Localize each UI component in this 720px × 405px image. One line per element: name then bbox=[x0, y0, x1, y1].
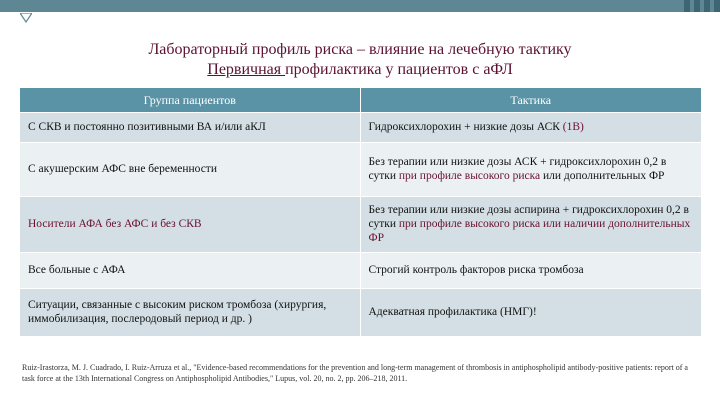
title-underlined-word: Первичная bbox=[207, 61, 286, 78]
tactic-text: Адекватная профилактика (НМГ)! bbox=[368, 306, 537, 318]
patient-group-cell: Носители АФА без АФС и без СКВ bbox=[20, 196, 360, 252]
patient-group-cell: Ситуации, связанные с высоким риском тромбоза (хирургия, иммобилизация, послеродовый период и др. ) bbox=[20, 288, 360, 336]
tactic-text: Гидроксихлорохин + низкие дозы АСК bbox=[368, 121, 563, 133]
table-header-row bbox=[20, 88, 701, 112]
triangle-marker-icon bbox=[20, 13, 32, 23]
top-bar bbox=[0, 0, 720, 12]
tactic-cell bbox=[360, 196, 701, 252]
title-line-2 bbox=[0, 60, 720, 80]
tactic-cell bbox=[360, 288, 701, 336]
table-row bbox=[20, 142, 701, 196]
tactic-cell bbox=[360, 112, 701, 142]
tactic-text: Без терапии или низкие дозы АСК + гидроксихлорохин 0,2 в сутки bbox=[368, 156, 667, 182]
tactic-tail: или дополнительных ФР bbox=[540, 170, 665, 182]
patient-group-cell: С СКВ и постоянно позитивными ВА и/или аКЛ bbox=[20, 112, 360, 142]
patient-group-cell: Все больные с АФА bbox=[20, 252, 360, 288]
tactic-highlight: при профиле высокого риска bbox=[398, 170, 541, 182]
slide-title bbox=[0, 40, 720, 80]
header-tactic: Тактика bbox=[360, 88, 701, 112]
header-patient-group: Группа пациентов bbox=[20, 88, 360, 112]
title-line-2-rest: профилактика у пациентов с аФЛ bbox=[285, 61, 513, 78]
table-row bbox=[20, 288, 701, 336]
table-row bbox=[20, 252, 701, 288]
tactic-text: Строгий контроль факторов риска тромбоза bbox=[368, 264, 584, 276]
patient-group-cell: С акушерским АФС вне беременности bbox=[20, 142, 360, 196]
tactic-cell bbox=[360, 252, 701, 288]
tactic-highlight: при профиле высокого риска или наличии дополнительных ФР bbox=[368, 218, 691, 244]
tactic-highlight: (1В) bbox=[562, 121, 584, 133]
title-line-1: Лабораторный профиль риска – влияние на лечебную тактику bbox=[148, 41, 572, 58]
tactic-text: Без терапии или низкие дозы аспирина + гидроксихлорохин 0,2 в сутки bbox=[368, 204, 689, 230]
top-bar-stripes bbox=[680, 0, 720, 12]
tactic-cell bbox=[360, 142, 701, 196]
table-row bbox=[20, 196, 701, 252]
table-row bbox=[20, 112, 701, 142]
tactics-table bbox=[20, 88, 701, 337]
reference-citation: Ruiz-Irastorza, M. J. Cuadrado, I. Ruiz-Arruza et al., "Evidence-based recommendations for the prevention and long-term management of thrombosis in antiphospholipid antibody-positive patients: report of a task force at the 13th International Congress on Antiphospholipid Antibodies," Lupus, vol. 20, no. 2, pp. 206–218, 2011. bbox=[22, 363, 688, 383]
